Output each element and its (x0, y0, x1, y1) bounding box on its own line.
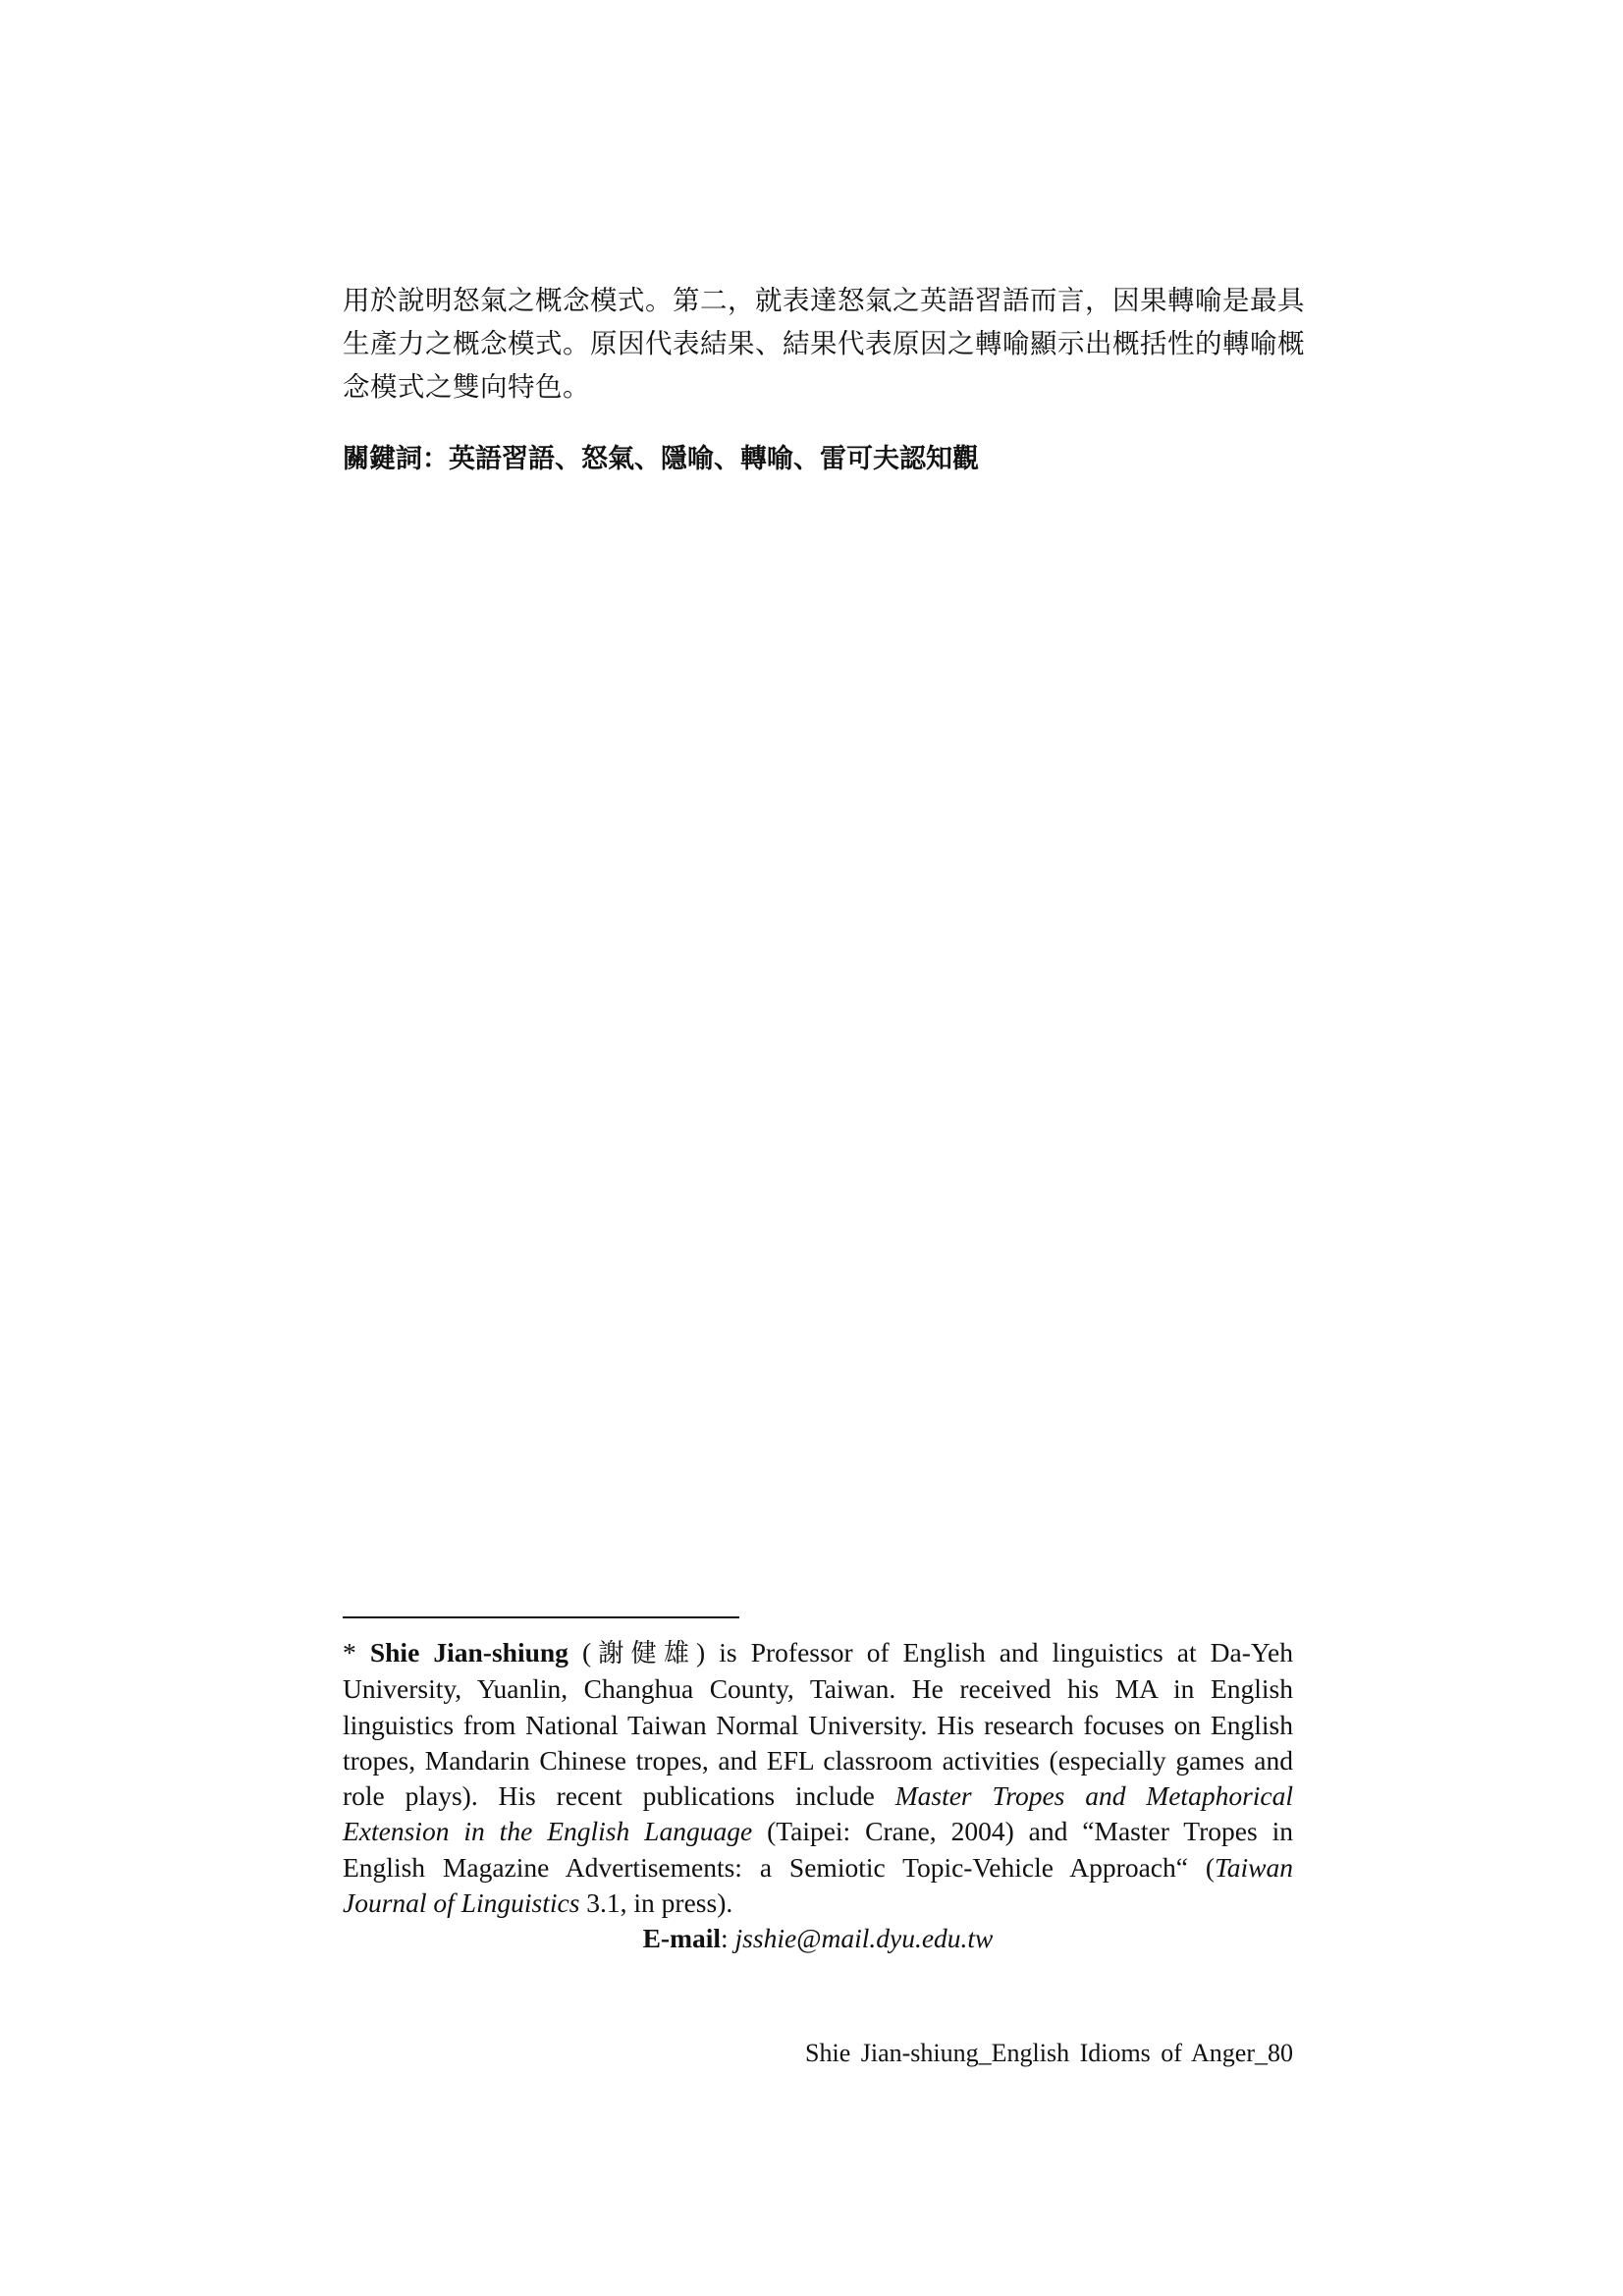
footnote-text: (Taipei: Crane, 2004) and “Master Tropes in (767, 1816, 1293, 1847)
abstract-line: 生產力之概念模式。原因代表結果、結果代表原因之轉喻顯示出概括性的轉喻概 (343, 328, 1305, 359)
footnote-line (343, 1850, 1293, 1886)
book-title: Master Tropes and Metaphorical (894, 1780, 1294, 1812)
footnote-marker: * (343, 1637, 356, 1667)
abstract-line: 念模式之雙向特色。 (343, 371, 590, 403)
email-line (343, 1921, 1293, 1956)
email-separator: : (721, 1923, 729, 1953)
book-title: Extension in the English Language (343, 1816, 753, 1847)
footnote-line (343, 1886, 1293, 1921)
footnote-line (343, 1778, 1293, 1814)
footnote-line: * Shie Jian-shiung (謝健雄) is Professor of English and linguistics at Da-Yeh (343, 1637, 1293, 1668)
footnote-text: English Magazine Advertisements: a Semiotic Topic-Vehicle Approach“ ( (343, 1851, 1215, 1883)
journal-title: Taiwan (1214, 1851, 1293, 1883)
footnote-line: tropes, Mandarin Chinese tropes, and EFL classroom activities (especially games and (343, 1744, 1293, 1776)
footnote-text: 3.1, in press). (586, 1887, 733, 1919)
footnote-line: linguistics from National Taiwan Normal University. His research focuses on English (343, 1709, 1293, 1740)
email-label: E-mail (642, 1923, 722, 1953)
author-name-chinese: 謝健雄 (591, 1639, 697, 1668)
footnote-line (343, 1814, 1293, 1849)
running-footer: Shie Jian-shiung_English Idioms of Anger_80 (805, 2039, 1293, 2067)
author-name: Shie Jian-shiung (369, 1637, 568, 1667)
keywords-line: 關鍵詞：英語習語、怒氣、隱喻、轉喻、雷可夫認知觀 (343, 444, 979, 474)
author-footnote (343, 1635, 1293, 1921)
footnote-divider (343, 1616, 739, 1618)
abstract-paragraph (343, 279, 1305, 409)
footnote-line: University, Yuanlin, Changhua County, Taiwan. He received his MA in English (343, 1673, 1293, 1705)
journal-title: Journal of Linguistics (343, 1887, 580, 1919)
footnote-text: role plays). His recent publications include (343, 1780, 875, 1812)
email-address[interactable]: jsshie@mail.dyu.edu.tw (734, 1923, 994, 1953)
abstract-line: 用於說明怒氣之概念模式。第二，就表達怒氣之英語習語而言，因果轉喻是最具 (343, 285, 1305, 316)
footnote-text: is Professor of English and linguistics at Da-Yeh (719, 1637, 1293, 1667)
